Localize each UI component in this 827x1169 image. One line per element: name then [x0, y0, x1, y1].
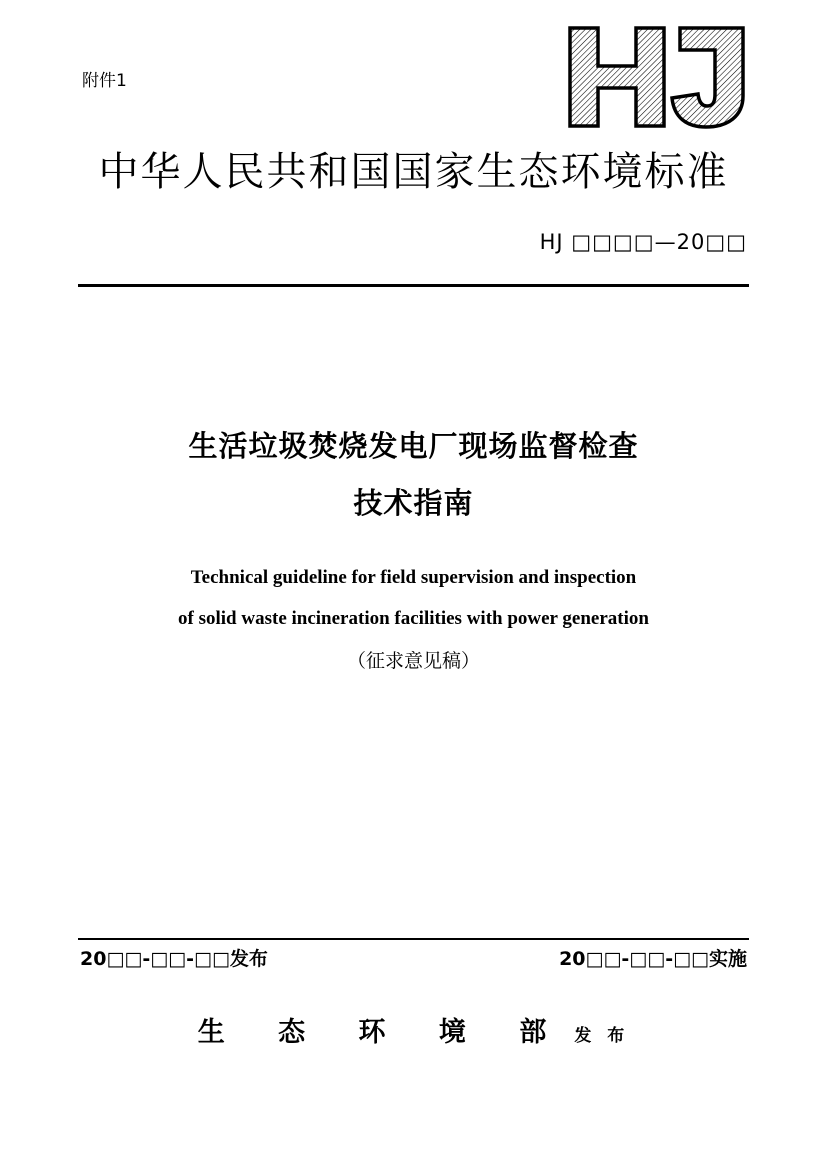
document-title-en	[70, 568, 757, 628]
draft-status: （征求意见稿）	[346, 650, 480, 672]
header-divider	[78, 284, 749, 287]
title-cn-line-1: 生活垃圾焚烧发电厂现场监督检查	[188, 429, 639, 463]
issue-date: 20□□-□□-□□发布	[80, 948, 268, 970]
title-en-line-2: of solid waste incineration facilities with power generation	[178, 608, 649, 629]
publisher-action: 发 布	[574, 1026, 630, 1046]
footer-divider	[78, 938, 749, 940]
publisher-line	[0, 1010, 827, 1049]
standard-number: HJ □□□□—20□□	[539, 230, 747, 254]
standard-name: 中华人民共和国国家生态环境标准	[98, 149, 729, 195]
document-title-cn	[60, 429, 767, 520]
attachment-label: 附件1	[82, 71, 127, 91]
title-en-line-1: Technical guideline for field supervision and inspection	[190, 567, 637, 588]
hj-logo	[564, 22, 749, 132]
effective-date: 20□□-□□-□□实施	[559, 948, 747, 970]
title-cn-line-2: 技术指南	[353, 486, 474, 520]
publisher-name: 生 态 环 境 部	[197, 1017, 569, 1048]
